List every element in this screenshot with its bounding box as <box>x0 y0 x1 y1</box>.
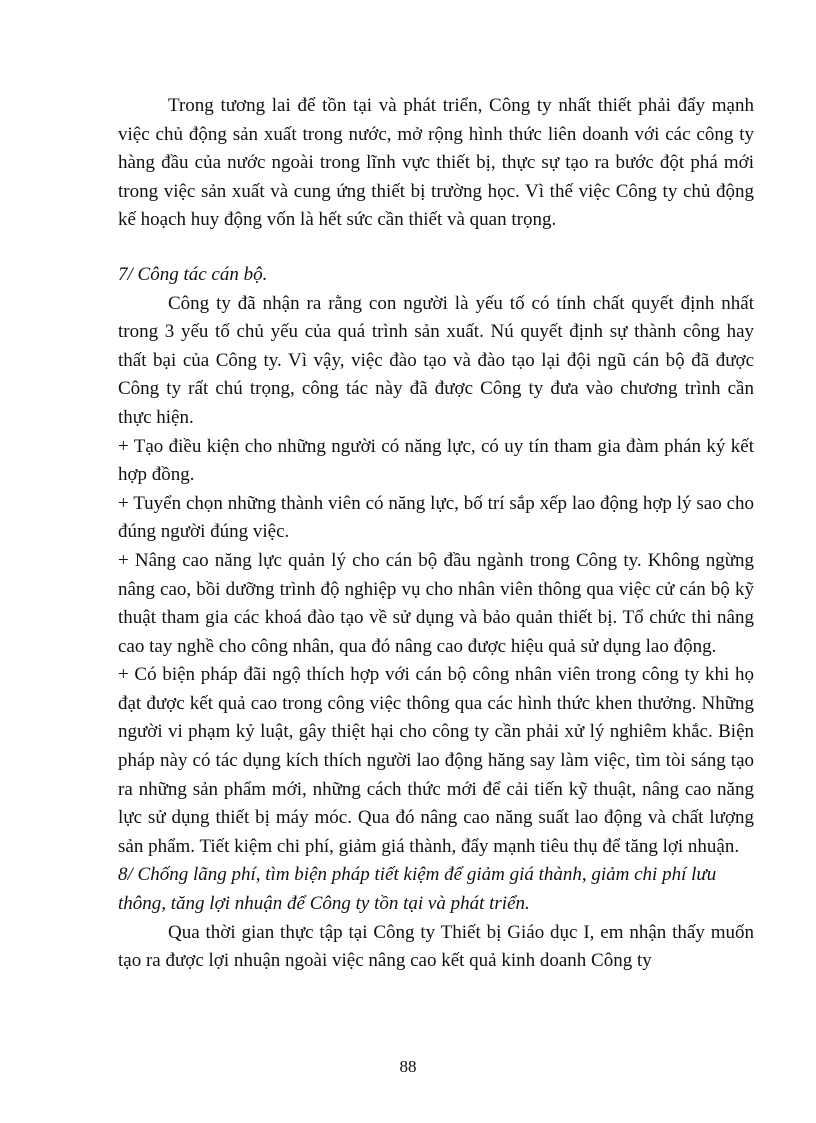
bullet-item-4: + Có biện pháp đãi ngộ thích hợp với cán bộ công nhân viên trong công ty khi họ đạt được kết quả cao trong công việc thông qua các hình thức khen thưởng. Những người vi phạm kỷ luật, gây thiệt hại cho công ty cần phải xử lý nghiêm khắc. Biện pháp này có tác dụng kích thích người lao động hăng say làm việc, tìm tòi sáng tạo ra những sản phẩm mới, những cách thức mới để cải tiến kỹ thuật, nâng cao năng lực sử dụng thiết bị máy móc. Qua đó nâng cao năng suất lao động và chất lượng sản phẩm. Tiết kiệm chi phí, giảm giá thành, đẩy mạnh tiêu thụ để tăng lợi nhuận. <box>118 664 754 857</box>
bullet-item-3: + Nâng cao năng lực quản lý cho cán bộ đầu ngành trong Công ty. Không ngừng nâng cao, bồi dưỡng trình độ nghiệp vụ cho nhân viên thông qua việc cử cán bộ kỹ thuật tham gia các khoá đào tạo về sử dụng và bảo quản thiết bị. Tổ chức thi nâng cao tay nghề cho công nhân, qua đó nâng cao được hiệu quả sử dụng lao động. <box>118 549 754 657</box>
section-7-heading: 7/ Công tác cán bộ. <box>118 263 268 285</box>
intro-paragraph: Trong tương lai để tồn tại và phát triển, Công ty nhất thiết phải đẩy mạnh việc chủ động sản xuất trong nước, mở rộng hình thức liên doanh với các công ty hàng đầu của nước ngoài trong lĩnh vực thiết bị, thực sự tạo ra bước đột phá mới trong việc sản xuất và cung ứng thiết bị trường học. Vì thế việc Công ty chủ động kế hoạch huy động vốn là hết sức cần thiết và quan trọng. <box>118 95 754 231</box>
section-7-paragraph: Công ty đã nhận ra rằng con người là yếu tố có tính chất quyết định nhất trong 3 yếu tố chủ yếu của quá trình sản xuất. Nú quyết định sự thành công hay thất bại của Công ty. Vì vậy, việc đào tạo và đào tạo lại đội ngũ cán bộ đã được Công ty rất chú trọng, công tác này đã được Công ty đưa vào chương trình cần thực hiện. <box>118 292 754 428</box>
section-8-heading: 8/ Chống lãng phí, tìm biện pháp tiết kiệm để giảm giá thành, giảm chi phí lưu thông, tăng lợi nhuận để Công ty tồn tại và phát triển. <box>118 864 717 915</box>
page-number: 88 <box>399 1057 417 1076</box>
bullet-item-2: + Tuyển chọn những thành viên có năng lực, bố trí sắp xếp lao động hợp lý sao cho đúng người đúng việc. <box>118 492 754 543</box>
bullet-item-1: + Tạo điều kiện cho những người có năng lực, có uy tín tham gia đàm phán ký kết hợp đồng. <box>118 435 754 486</box>
section-8-paragraph: Qua thời gian thực tập tại Công ty Thiết bị Giáo dục I, em nhận thấy muốn tạo ra được lợi nhuận ngoài việc nâng cao kết quả kinh doanh Công ty <box>118 921 754 972</box>
